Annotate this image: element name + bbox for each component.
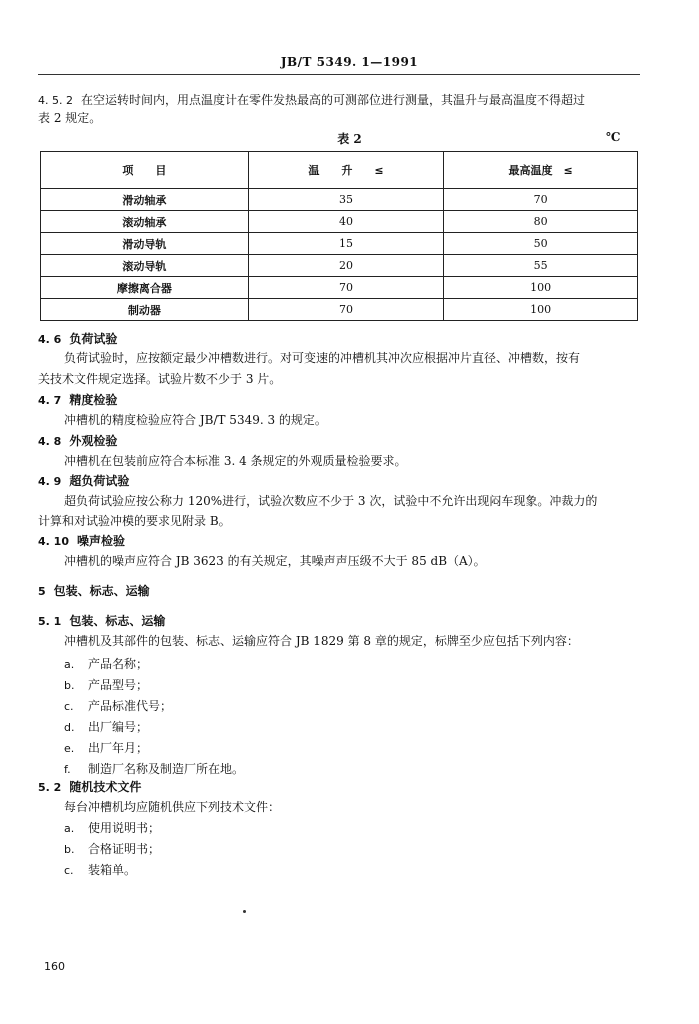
clause-4-10-text: 冲槽机的噪声应符合 JB 3623 的有关规定，其噪声声压级不大于 85 dB（A）。: [64, 554, 486, 568]
list-item: [64, 740, 148, 757]
clause-text: 在空运转时间内，用点温度计在零件发热最高的可测部位进行测量，其温升与最高温度不得超过: [80, 93, 585, 107]
cell-item: 制动器: [41, 299, 249, 321]
clause-title: 负荷试验: [69, 332, 118, 346]
clause-4-6-heading: [38, 331, 640, 348]
cell-temp-rise: 70: [248, 277, 444, 299]
cell-item: 滚动导轨: [41, 255, 249, 277]
col-header-temp-rise: 温 升 ≤: [248, 152, 444, 189]
list-marker: b.: [64, 843, 75, 856]
cell-temp-rise: 70: [248, 299, 444, 321]
list-marker: e.: [64, 742, 75, 755]
clause-number: 4. 9: [38, 475, 62, 488]
table-header-row: [41, 152, 638, 189]
table-row: [41, 277, 638, 299]
cell-max-temp: 50: [444, 233, 638, 255]
table-caption: 表 2: [337, 132, 362, 146]
list-item: [64, 761, 244, 778]
list-text: 产品型号；: [88, 678, 149, 692]
col-header-item: 项 目: [41, 152, 249, 189]
clause-5-2-heading: [38, 779, 640, 796]
cell-max-temp: 70: [444, 189, 638, 211]
list-item: [64, 719, 148, 736]
list-text: 出厂年月；: [88, 741, 149, 755]
list-text: 制造厂名称及制造厂所在地。: [88, 762, 245, 776]
table-unit: ℃: [606, 130, 621, 144]
list-marker: c.: [64, 700, 74, 713]
list-item: [64, 656, 148, 673]
cell-item: 滑动导轨: [41, 233, 249, 255]
list-text: 使用说明书；: [88, 821, 161, 835]
cell-item: 滑动轴承: [41, 189, 249, 211]
cell-max-temp: 100: [444, 277, 638, 299]
scan-speck: [243, 910, 246, 913]
list-item: [64, 698, 172, 715]
clause-title: 随机技术文件: [69, 780, 142, 794]
clause-4-7-text: 冲槽机的精度检验应符合 JB/T 5349. 3 的规定。: [64, 413, 327, 427]
list-text: 装箱单。: [88, 863, 137, 877]
clause-number: 5. 2: [38, 781, 62, 794]
cell-temp-rise: 15: [248, 233, 444, 255]
list-marker: a.: [64, 822, 75, 835]
clause-4-6-text: 负荷试验时，应按额定最少冲槽数进行。对可变速的冲槽机其冲次应根据冲片直径、冲槽数，按有: [64, 351, 581, 365]
clause-4-8-text: 冲槽机在包装前应符合本标准 3. 4 条规定的外观质量检验要求。: [64, 454, 407, 468]
running-header: JB/T 5349. 1—1991: [280, 55, 419, 69]
list-marker: b.: [64, 679, 75, 692]
cell-max-temp: 100: [444, 299, 638, 321]
cell-temp-rise: 20: [248, 255, 444, 277]
table-row: [41, 233, 638, 255]
list-marker: f.: [64, 763, 71, 776]
list-text: 产品名称；: [88, 657, 149, 671]
table-row: [41, 189, 638, 211]
list-text: 产品标准代号；: [88, 699, 173, 713]
cell-max-temp: 80: [444, 211, 638, 233]
clause-title: 噪声检验: [76, 534, 125, 548]
list-marker: d.: [64, 721, 75, 734]
clause-number: 4. 10: [38, 535, 69, 548]
clause-4-7-heading: [38, 392, 640, 409]
list-item: [64, 820, 160, 837]
page-number: 160: [44, 960, 65, 973]
list-item: [64, 862, 136, 879]
clause-number: 4. 8: [38, 435, 62, 448]
section-title: 包装、标志、运输: [53, 584, 150, 598]
clause-title: 超负荷试验: [69, 474, 130, 488]
cell-temp-rise: 35: [248, 189, 444, 211]
clause-4-6-text-cont: 关技术文件规定选择。试验片数不少于 3 片。: [38, 372, 282, 386]
cell-item: 摩擦离合器: [41, 277, 249, 299]
list-marker: c.: [64, 864, 74, 877]
clause-5-1-text: 冲槽机及其部件的包装、标志、运输应符合 JB 1829 第 8 章的规定，标牌至少应包括下列内容：: [64, 634, 579, 648]
cell-max-temp: 55: [444, 255, 638, 277]
clause-4-9-text: 超负荷试验应按公称力 120%进行，试验次数应不少于 3 次，试验中不允许出现闷车现象。冲裁力的: [64, 494, 598, 508]
table-row: [41, 299, 638, 321]
header-rule: [38, 74, 640, 75]
list-item: [64, 841, 160, 858]
list-text: 出厂编号；: [88, 720, 149, 734]
list-item: [64, 677, 148, 694]
clause-title: 外观检验: [69, 434, 118, 448]
clause-4-5-2: [38, 92, 640, 109]
clause-4-10-heading: [38, 533, 640, 550]
clause-number: 4. 7: [38, 394, 62, 407]
clause-5-1-heading: [38, 613, 640, 630]
section-5-heading: [38, 583, 640, 600]
list-marker: a.: [64, 658, 75, 671]
clause-title: 包装、标志、运输: [69, 614, 166, 628]
clause-title: 精度检验: [69, 393, 118, 407]
table-row: [41, 211, 638, 233]
clause-number: 4. 6: [38, 333, 62, 346]
cell-temp-rise: 40: [248, 211, 444, 233]
clause-number: 5. 1: [38, 615, 62, 628]
col-header-max-temp: 最高温度 ≤: [444, 152, 638, 189]
section-number: 5: [38, 585, 46, 598]
clause-4-8-heading: [38, 433, 640, 450]
cell-item: 滚动轴承: [41, 211, 249, 233]
table-row: [41, 255, 638, 277]
clause-4-5-2-cont: 表 2 规定。: [38, 111, 102, 125]
list-text: 合格证明书；: [88, 842, 161, 856]
clause-4-9-heading: [38, 473, 640, 490]
temperature-table: [40, 151, 638, 321]
clause-5-2-text: 每台冲槽机均应随机供应下列技术文件：: [64, 800, 281, 814]
clause-number: 4. 5. 2: [38, 94, 73, 107]
clause-4-9-text-cont: 计算和对试验冲模的要求见附录 B。: [38, 514, 231, 528]
